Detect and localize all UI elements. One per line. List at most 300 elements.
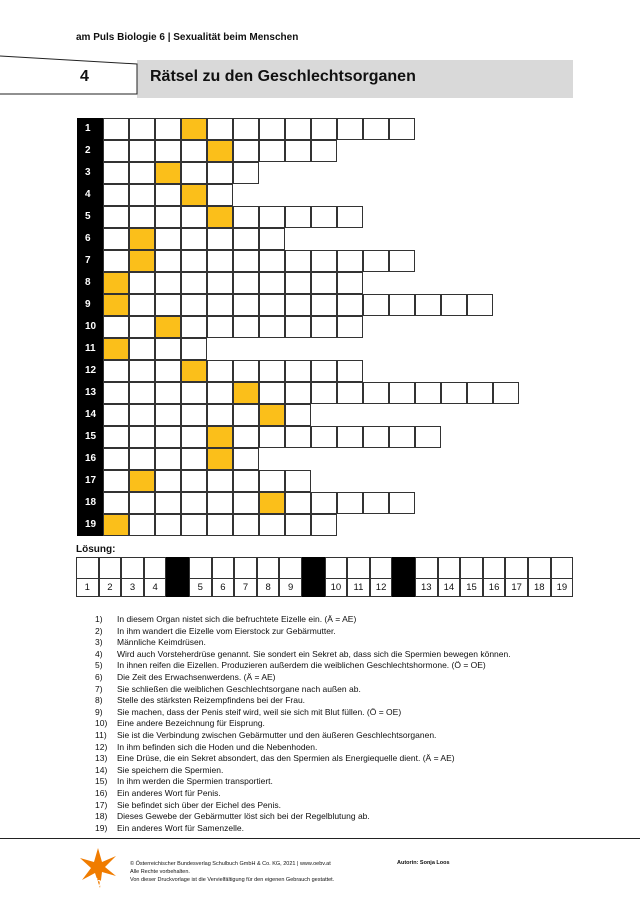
clue-text: In ihm wandert die Eizelle vom Eierstock zur Gebärmutter.	[117, 625, 336, 636]
clue-text: In diesem Organ nistet sich die befruchtete Eizelle ein. (Ä = AE)	[117, 614, 357, 624]
letter-cell[interactable]	[155, 514, 181, 536]
letter-cell[interactable]	[207, 228, 233, 250]
letter-cell[interactable]	[233, 426, 259, 448]
letter-cell[interactable]	[129, 162, 155, 184]
row-number: 12	[77, 360, 103, 382]
letter-cell[interactable]	[467, 294, 493, 316]
letter-cell[interactable]	[155, 184, 181, 206]
letter-cell[interactable]	[155, 272, 181, 294]
letter-cell[interactable]	[181, 382, 207, 404]
letter-cell[interactable]	[259, 470, 285, 492]
crossword-row-5	[77, 206, 363, 228]
clue-number: 13)	[95, 753, 108, 764]
solution-letter-box[interactable]	[76, 557, 99, 579]
letter-cell[interactable]	[103, 492, 129, 514]
letter-cell[interactable]	[129, 118, 155, 140]
page-title: Rätsel zu den Geschlechtsorganen	[150, 68, 416, 85]
row-number: 5	[77, 206, 103, 228]
clue-number: 16)	[95, 787, 108, 798]
letter-cell[interactable]	[207, 382, 233, 404]
clue-item	[95, 695, 511, 707]
solution-cell[interactable]	[207, 206, 233, 228]
letter-cell[interactable]	[181, 338, 207, 360]
clue-text: Stelle des stärksten Reizempfindens bei der Frau.	[117, 695, 306, 706]
solution-index: 7	[234, 578, 257, 597]
letter-cell[interactable]	[207, 162, 233, 184]
solution-cell[interactable]	[259, 404, 285, 426]
solution-cell[interactable]	[129, 250, 155, 272]
letter-cell[interactable]	[129, 426, 155, 448]
solution-column[interactable]	[460, 557, 483, 597]
solution-index: 14	[438, 578, 461, 597]
letter-cell[interactable]	[311, 514, 337, 536]
row-number: 19	[77, 514, 103, 536]
footer-author: Autorin: Sonja Loos	[397, 860, 450, 866]
solution-cell[interactable]	[233, 382, 259, 404]
solution-letter-box[interactable]	[257, 557, 280, 579]
letter-cell[interactable]	[207, 184, 233, 206]
solution-index: 10	[325, 578, 348, 597]
letter-cell[interactable]	[311, 206, 337, 228]
letter-cell[interactable]	[389, 118, 415, 140]
letter-cell[interactable]	[129, 272, 155, 294]
letter-cell[interactable]	[207, 404, 233, 426]
letter-cell[interactable]	[363, 492, 389, 514]
letter-cell[interactable]	[129, 206, 155, 228]
solution-cell[interactable]	[103, 294, 129, 316]
solution-letter-box[interactable]	[325, 557, 348, 579]
letter-cell[interactable]	[259, 426, 285, 448]
letter-cell[interactable]	[233, 272, 259, 294]
letter-cell[interactable]	[129, 382, 155, 404]
solution-letter-box[interactable]	[505, 557, 528, 579]
clue-text: Sie machen, dass der Penis steif wird, weil sie sich mit Blut füllen. (Ö = OE)	[117, 706, 402, 717]
crossword-row-11	[77, 338, 207, 360]
crossword-row-3	[77, 162, 259, 184]
clue-item	[95, 800, 511, 812]
letter-cell[interactable]	[207, 316, 233, 338]
clue-number: 7)	[95, 683, 103, 694]
clue-text: Sie speichern die Spermien.	[117, 764, 224, 775]
letter-cell[interactable]	[233, 492, 259, 514]
letter-cell[interactable]	[285, 140, 311, 162]
row-number: 1	[77, 118, 103, 140]
solution-letter-box[interactable]	[99, 557, 122, 579]
letter-cell[interactable]	[285, 118, 311, 140]
solution-letter-box[interactable]	[551, 557, 574, 579]
clue-number: 8)	[95, 695, 103, 706]
logo-text: öbv	[88, 877, 108, 889]
letter-cell[interactable]	[389, 250, 415, 272]
solution-index	[302, 578, 325, 597]
letter-cell[interactable]	[207, 118, 233, 140]
letter-cell[interactable]	[233, 118, 259, 140]
clue-text: Sie ist die Verbindung zwischen Gebärmutter und den äußeren Geschlechtsorganen.	[117, 729, 437, 740]
solution-cell[interactable]	[181, 118, 207, 140]
letter-cell[interactable]	[129, 360, 155, 382]
footer-line-1: © Österreichischer Bundesverlag Schulbuch GmbH & Co. KG, 2021 | www.oebv.at	[130, 861, 331, 867]
solution-cell[interactable]	[155, 162, 181, 184]
letter-cell[interactable]	[129, 514, 155, 536]
solution-cell[interactable]	[207, 426, 233, 448]
letter-cell[interactable]	[103, 140, 129, 162]
solution-cell[interactable]	[155, 316, 181, 338]
letter-cell[interactable]	[129, 294, 155, 316]
solution-index: 19	[551, 578, 574, 597]
row-number: 17	[77, 470, 103, 492]
letter-cell[interactable]	[389, 382, 415, 404]
clue-text: In ihm befinden sich die Hoden und die Nebenhoden.	[117, 741, 318, 752]
crossword-row-19	[77, 514, 337, 536]
letter-cell[interactable]	[233, 206, 259, 228]
solution-index: 15	[460, 578, 483, 597]
letter-cell[interactable]	[155, 426, 181, 448]
letter-cell[interactable]	[207, 514, 233, 536]
solution-cell[interactable]	[207, 140, 233, 162]
letter-cell[interactable]	[155, 492, 181, 514]
letter-cell[interactable]	[441, 294, 467, 316]
solution-index: 17	[505, 578, 528, 597]
solution-letter-box[interactable]	[460, 557, 483, 579]
solution-index: 16	[483, 578, 506, 597]
letter-cell[interactable]	[103, 404, 129, 426]
letter-cell[interactable]	[103, 162, 129, 184]
letter-cell[interactable]	[311, 250, 337, 272]
letter-cell[interactable]	[103, 360, 129, 382]
letter-cell[interactable]	[233, 294, 259, 316]
letter-cell[interactable]	[259, 514, 285, 536]
clue-number: 2)	[95, 625, 103, 636]
solution-cell[interactable]	[129, 228, 155, 250]
letter-cell[interactable]	[233, 470, 259, 492]
letter-cell[interactable]	[259, 360, 285, 382]
solution-index: 8	[257, 578, 280, 597]
solution-cell[interactable]	[259, 492, 285, 514]
letter-cell[interactable]	[207, 360, 233, 382]
clue-number: 1)	[95, 614, 103, 624]
solution-column[interactable]	[551, 557, 574, 597]
solution-cell[interactable]	[103, 338, 129, 360]
solution-letter-box[interactable]	[212, 557, 235, 579]
solution-cell[interactable]	[129, 470, 155, 492]
solution-letter-box[interactable]	[234, 557, 257, 579]
letter-cell[interactable]	[233, 228, 259, 250]
letter-cell[interactable]	[103, 448, 129, 470]
solution-cell[interactable]	[103, 272, 129, 294]
solution-letter-box[interactable]	[189, 557, 212, 579]
solution-letter-box[interactable]	[144, 557, 167, 579]
letter-cell[interactable]	[363, 382, 389, 404]
letter-cell[interactable]	[155, 140, 181, 162]
letter-cell[interactable]	[155, 206, 181, 228]
letter-cell[interactable]	[181, 316, 207, 338]
solution-letter-box[interactable]	[528, 557, 551, 579]
solution-column[interactable]	[234, 557, 257, 597]
solution-cell[interactable]	[103, 514, 129, 536]
letter-cell[interactable]	[155, 294, 181, 316]
crossword-row-9	[77, 294, 493, 316]
letter-cell[interactable]	[103, 184, 129, 206]
solution-column[interactable]	[505, 557, 528, 597]
letter-cell[interactable]	[155, 250, 181, 272]
letter-cell[interactable]	[259, 118, 285, 140]
letter-cell[interactable]	[155, 338, 181, 360]
crossword-row-17	[77, 470, 311, 492]
letter-cell[interactable]	[415, 294, 441, 316]
clue-number: 19)	[95, 822, 108, 833]
letter-cell[interactable]	[181, 228, 207, 250]
letter-cell[interactable]	[311, 426, 337, 448]
solution-index: 1	[76, 578, 99, 597]
solution-column[interactable]	[415, 557, 438, 597]
letter-cell[interactable]	[233, 140, 259, 162]
letter-cell[interactable]	[259, 228, 285, 250]
letter-cell[interactable]	[389, 294, 415, 316]
solution-column[interactable]	[257, 557, 280, 597]
letter-cell[interactable]	[285, 316, 311, 338]
letter-cell[interactable]	[415, 382, 441, 404]
solution-letter-box[interactable]	[279, 557, 302, 579]
letter-cell[interactable]	[285, 382, 311, 404]
letter-cell[interactable]	[285, 514, 311, 536]
letter-cell[interactable]	[311, 272, 337, 294]
solution-letter-box[interactable]	[483, 557, 506, 579]
solution-letter-box[interactable]	[121, 557, 144, 579]
solution-column[interactable]	[212, 557, 235, 597]
letter-cell[interactable]	[181, 514, 207, 536]
clue-number: 12)	[95, 741, 108, 752]
crossword-row-13	[77, 382, 519, 404]
letter-cell[interactable]	[259, 250, 285, 272]
solution-column[interactable]	[370, 557, 393, 597]
crossword-row-6	[77, 228, 285, 250]
letter-cell[interactable]	[363, 250, 389, 272]
letter-cell[interactable]	[311, 382, 337, 404]
clue-text: Männliche Keimdrüsen.	[117, 637, 206, 648]
solution-column[interactable]	[347, 557, 370, 597]
letter-cell[interactable]	[285, 404, 311, 426]
row-number: 16	[77, 448, 103, 470]
solution-letter-box[interactable]	[347, 557, 370, 579]
letter-cell[interactable]	[181, 162, 207, 184]
clue-item	[95, 730, 511, 742]
letter-cell[interactable]	[207, 250, 233, 272]
letter-cell[interactable]	[129, 492, 155, 514]
footer-copyright	[130, 860, 334, 884]
letter-cell[interactable]	[337, 382, 363, 404]
letter-cell[interactable]	[207, 272, 233, 294]
letter-cell[interactable]	[337, 250, 363, 272]
letter-cell[interactable]	[129, 404, 155, 426]
letter-cell[interactable]	[233, 404, 259, 426]
solution-column[interactable]	[121, 557, 144, 597]
letter-cell[interactable]	[285, 250, 311, 272]
clue-text: Eine Drüse, die ein Sekret absondert, das den Spermien als Energiequelle dient. (Ä = AE)	[117, 753, 455, 764]
letter-cell[interactable]	[155, 228, 181, 250]
letter-cell[interactable]	[233, 514, 259, 536]
crossword-row-18	[77, 492, 415, 514]
letter-cell[interactable]	[311, 118, 337, 140]
clue-number: 4)	[95, 648, 103, 659]
crossword-row-12	[77, 360, 363, 382]
footer-line-3: Von dieser Druckvorlage ist die Vervielfältigung für den eigenen Gebrauch gestattet.	[130, 877, 335, 883]
letter-cell[interactable]	[337, 360, 363, 382]
letter-cell[interactable]	[337, 294, 363, 316]
letter-cell[interactable]	[181, 250, 207, 272]
letter-cell[interactable]	[129, 140, 155, 162]
letter-cell[interactable]	[103, 316, 129, 338]
solution-index	[166, 578, 189, 597]
letter-cell[interactable]	[493, 382, 519, 404]
clue-number: 18)	[95, 811, 108, 822]
letter-cell[interactable]	[467, 382, 493, 404]
letter-cell[interactable]	[207, 492, 233, 514]
clue-item	[95, 788, 511, 800]
clue-number: 11)	[95, 729, 107, 740]
solution-cell[interactable]	[207, 448, 233, 470]
solution-column[interactable]	[325, 557, 348, 597]
letter-cell[interactable]	[155, 404, 181, 426]
letter-cell[interactable]	[233, 316, 259, 338]
clue-item	[95, 672, 511, 684]
letter-cell[interactable]	[103, 206, 129, 228]
letter-cell[interactable]	[181, 140, 207, 162]
letter-cell[interactable]	[181, 294, 207, 316]
solution-index: 11	[347, 578, 370, 597]
letter-cell[interactable]	[259, 382, 285, 404]
solution-column[interactable]	[144, 557, 167, 597]
solution-column[interactable]	[438, 557, 461, 597]
solution-index: 9	[279, 578, 302, 597]
solution-letter-box[interactable]	[438, 557, 461, 579]
letter-cell[interactable]	[259, 206, 285, 228]
letter-cell[interactable]	[181, 448, 207, 470]
letter-cell[interactable]	[285, 294, 311, 316]
letter-cell[interactable]	[155, 470, 181, 492]
letter-cell[interactable]	[285, 426, 311, 448]
clue-number: 3)	[95, 637, 103, 648]
letter-cell[interactable]	[311, 360, 337, 382]
letter-cell[interactable]	[233, 448, 259, 470]
letter-cell[interactable]	[337, 426, 363, 448]
clue-item	[95, 742, 511, 754]
letter-cell[interactable]	[311, 294, 337, 316]
letter-cell[interactable]	[311, 316, 337, 338]
solution-cell[interactable]	[181, 184, 207, 206]
solution-letter-box[interactable]	[370, 557, 393, 579]
letter-cell[interactable]	[103, 250, 129, 272]
letter-cell[interactable]	[285, 206, 311, 228]
clue-number: 14)	[95, 764, 108, 775]
letter-cell[interactable]	[181, 492, 207, 514]
letter-cell[interactable]	[285, 360, 311, 382]
letter-cell[interactable]	[285, 492, 311, 514]
clue-item	[95, 718, 511, 730]
letter-cell[interactable]	[181, 272, 207, 294]
letter-cell[interactable]	[285, 272, 311, 294]
letter-cell[interactable]	[389, 426, 415, 448]
letter-cell[interactable]	[181, 470, 207, 492]
letter-cell[interactable]	[363, 294, 389, 316]
row-number: 6	[77, 228, 103, 250]
clue-number: 10)	[95, 718, 108, 729]
letter-cell[interactable]	[363, 118, 389, 140]
letter-cell[interactable]	[129, 184, 155, 206]
letter-cell[interactable]	[233, 250, 259, 272]
solution-cell[interactable]	[181, 360, 207, 382]
letter-cell[interactable]	[181, 426, 207, 448]
letter-cell[interactable]	[103, 470, 129, 492]
letter-cell[interactable]	[155, 382, 181, 404]
letter-cell[interactable]	[337, 118, 363, 140]
solution-index: 3	[121, 578, 144, 597]
letter-cell[interactable]	[415, 426, 441, 448]
letter-cell[interactable]	[337, 272, 363, 294]
letter-cell[interactable]	[285, 470, 311, 492]
oebv-logo-icon	[78, 846, 118, 890]
letter-cell[interactable]	[259, 294, 285, 316]
letter-cell[interactable]	[181, 404, 207, 426]
letter-cell[interactable]	[337, 492, 363, 514]
clue-list	[95, 614, 511, 834]
letter-cell[interactable]	[311, 492, 337, 514]
letter-cell[interactable]	[337, 316, 363, 338]
row-number: 7	[77, 250, 103, 272]
letter-cell[interactable]	[233, 360, 259, 382]
letter-cell[interactable]	[129, 338, 155, 360]
letter-cell[interactable]	[129, 448, 155, 470]
solution-column[interactable]	[99, 557, 122, 597]
letter-cell[interactable]	[155, 448, 181, 470]
row-number: 8	[77, 272, 103, 294]
clue-item	[95, 823, 511, 835]
letter-cell[interactable]	[129, 316, 155, 338]
solution-index: 18	[528, 578, 551, 597]
row-number: 14	[77, 404, 103, 426]
solution-column[interactable]	[189, 557, 212, 597]
letter-cell[interactable]	[389, 492, 415, 514]
row-number: 10	[77, 316, 103, 338]
letter-cell[interactable]	[155, 118, 181, 140]
letter-cell[interactable]	[259, 140, 285, 162]
letter-cell[interactable]	[181, 206, 207, 228]
clue-text: Eine andere Bezeichnung für Eisprung.	[117, 718, 265, 729]
solution-column[interactable]	[279, 557, 302, 597]
letter-cell[interactable]	[155, 360, 181, 382]
solution-column[interactable]	[76, 557, 99, 597]
letter-cell[interactable]	[233, 162, 259, 184]
letter-cell[interactable]	[103, 426, 129, 448]
letter-cell[interactable]	[363, 426, 389, 448]
solution-column[interactable]	[528, 557, 551, 597]
letter-cell[interactable]	[441, 382, 467, 404]
letter-cell[interactable]	[259, 316, 285, 338]
solution-separator	[302, 557, 325, 597]
letter-cell[interactable]	[103, 228, 129, 250]
letter-cell[interactable]	[103, 382, 129, 404]
letter-cell[interactable]	[337, 206, 363, 228]
letter-cell[interactable]	[103, 118, 129, 140]
clue-item	[95, 707, 511, 719]
clue-text: In ihnen reifen die Eizellen. Produzieren außerdem die weiblichen Geschlechtshormone. (Ö = OE)	[117, 660, 486, 671]
footer-divider	[0, 838, 640, 839]
solution-column[interactable]	[483, 557, 506, 597]
letter-cell[interactable]	[207, 470, 233, 492]
letter-cell[interactable]	[259, 272, 285, 294]
letter-cell[interactable]	[207, 294, 233, 316]
letter-cell[interactable]	[311, 140, 337, 162]
solution-letter-box[interactable]	[415, 557, 438, 579]
